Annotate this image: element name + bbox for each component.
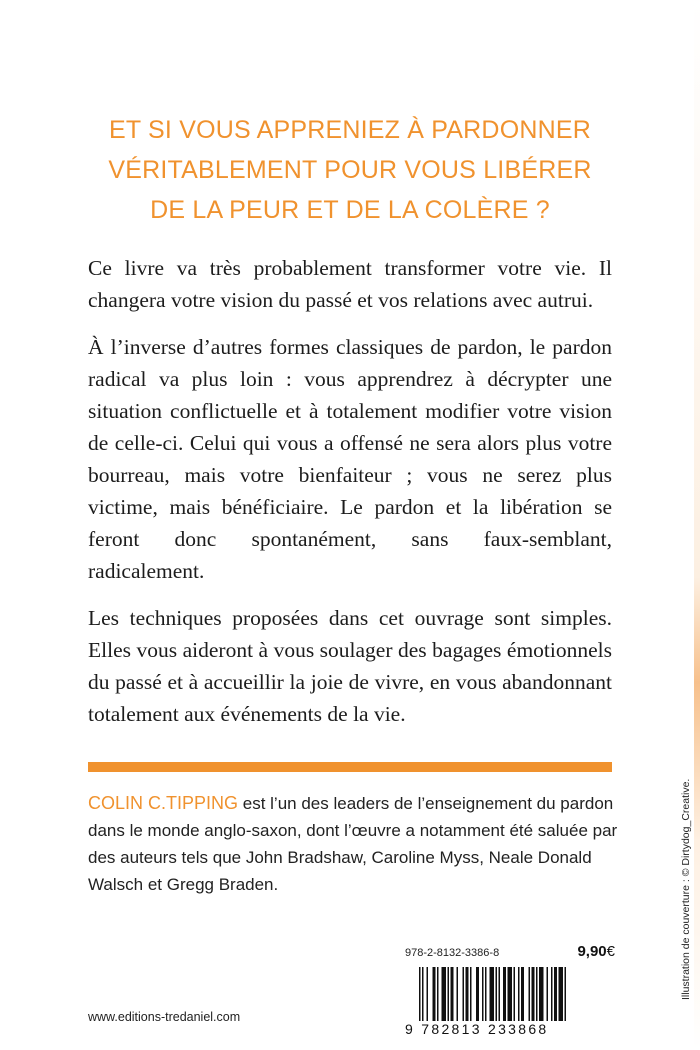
blurb: [88, 252, 612, 745]
blurb-paragraph: Les techniques proposées dans cet ouvrage sont simples. Elles vous aideront à vous soulager des bagages émotionnels du passé et à accueillir la joie de vivre, en vous abandonnant totalement aux événements de la vie.: [88, 606, 612, 726]
headline-line: VÉRITABLEMENT POUR VOUS LIBÉRER: [108, 156, 592, 184]
barcode-block: [405, 943, 615, 1043]
author-bio: [88, 790, 618, 898]
price-currency: €: [606, 943, 615, 960]
accent-divider: [88, 762, 612, 772]
isbn: 978-2-8132-3386-8: [405, 947, 500, 959]
headline: [50, 110, 650, 230]
blurb-paragraph: À l’inverse d’autres formes classiques de pardon, le pardon radical va plus loin : vous apprendrez à décrypter une situation conflictuelle et à totalement modifier votre vision de celle-ci. Celui qui vous a offensé ne sera alors plus votre bourreau, mais votre bienfaiteur ; vous ne serez plus victime, mais bénéficiaire. Le pardon et la libération se feront donc spontanément, sans faux-semblant, radicalement.: [88, 335, 612, 583]
author-name: COLIN C.TIPPING: [88, 793, 239, 813]
headline-line: ET SI VOUS APPRENIEZ À PARDONNER: [109, 116, 591, 144]
author-bio-text: est l’un des leaders de l’enseignement du pardon dans le monde anglo-saxon, dont l’œuvre a notamment été saluée par des auteurs tels que John Bradshaw, Caroline Myss, Neale Donald Walsch et Gregg Braden.: [88, 794, 618, 894]
price-amount: 9,90: [577, 943, 607, 960]
barcode-digits: 9 782813 233868: [405, 1021, 549, 1037]
cover-illustration-credit: Illustration de couverture : © Dirtydog_Creative.: [680, 778, 692, 1000]
publisher-website: www.editions-tredaniel.com: [88, 1010, 241, 1024]
blurb-paragraph: Ce livre va très probablement transformer votre vie. Il changera votre vision du passé et vos relations avec autrui.: [88, 256, 612, 312]
price: [577, 943, 615, 960]
cover-edge-strip: [694, 0, 700, 1050]
headline-line: DE LA PEUR ET DE LA COLÈRE ?: [150, 196, 550, 224]
isbn-price-row: [405, 943, 615, 967]
barcode-icon: [405, 967, 615, 1021]
